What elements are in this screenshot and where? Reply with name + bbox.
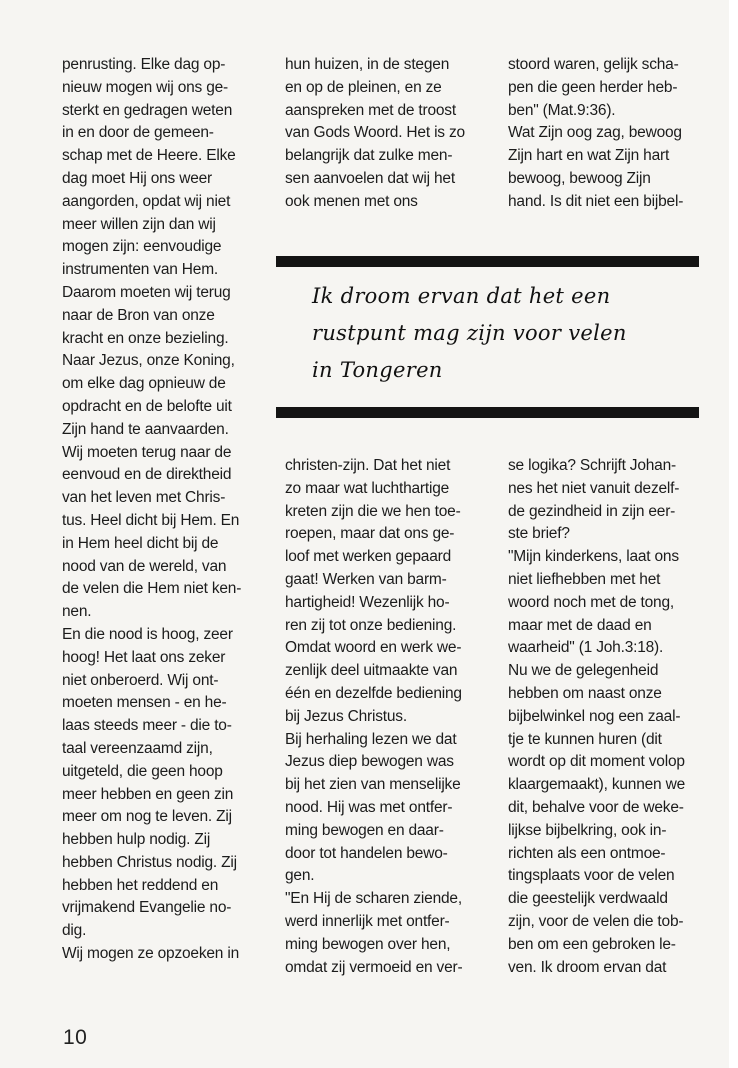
text-line: meer om nog te leven. Zij	[62, 808, 232, 826]
text-line: nood van de wereld, van	[62, 557, 227, 575]
pullquote-top-rule	[276, 256, 699, 267]
text-line: nen.	[62, 603, 92, 621]
text-line: loof met werken gepaard	[285, 548, 451, 566]
text-line: woord noch met de tong,	[508, 593, 675, 611]
text-line: roepen, maar dat ons ge-	[285, 525, 455, 543]
text-line: klaargemaakt), kunnen we	[508, 776, 685, 794]
text-line: dig.	[62, 922, 87, 940]
text-line: kracht en onze bezieling.	[62, 329, 229, 347]
pullquote-bottom-rule	[276, 407, 699, 418]
text-line: omdat zij vermoeid en ver-	[285, 958, 463, 976]
text-line: ben" (Mat.9:36).	[508, 101, 616, 119]
text-line: één en dezelfde bediening	[285, 684, 462, 702]
text-line: nood. Hij was met ontfer-	[285, 798, 453, 816]
text-line: vrijmakend Evangelie no-	[62, 899, 232, 917]
text-line: lijkse bijbelkring, ook in-	[508, 821, 667, 839]
text-line: Naar Jezus, onze Koning,	[62, 352, 235, 370]
text-line: taal vereenzaamd zijn,	[62, 739, 213, 757]
text-line: zo maar wat luchthartige	[285, 479, 450, 497]
text-line: om elke dag opnieuw de	[62, 375, 226, 393]
text-line: Wij mogen ze opzoeken in	[62, 945, 239, 963]
text-column-middle-bottom	[285, 455, 485, 979]
text-line: tus. Heel dicht bij Hem. En	[62, 511, 240, 529]
text-line: naar de Bron van onze	[62, 306, 215, 324]
text-line: stoord waren, gelijk scha-	[508, 56, 679, 73]
text-line: laas steeds meer - die to-	[62, 717, 232, 735]
text-line: en op de pleinen, en ze	[285, 78, 442, 96]
text-line: hebben hulp nodig. Zij	[62, 831, 211, 849]
pullquote-line: rustpunt mag zijn voor velen	[312, 321, 627, 345]
text-line: meer willen zijn dan wij	[62, 215, 216, 233]
text-line: niet onberoerd. Wij ont-	[62, 671, 219, 689]
text-line: ben om een gebroken le-	[508, 935, 676, 953]
text-line: eenvoud en de direktheid	[62, 466, 232, 484]
text-column-middle-top	[285, 54, 485, 214]
text-line: opdracht en de belofte uit	[62, 397, 232, 415]
text-line: maar met de daad en	[508, 616, 652, 634]
page-number: 10	[63, 1026, 88, 1049]
text-line: instrumenten van Hem.	[62, 261, 219, 279]
text-line: gen.	[285, 867, 315, 885]
text-line: waarheid" (1 Joh.3:18).	[508, 639, 664, 657]
text-line: niet liefhebben met het	[508, 570, 661, 588]
text-line: ren zij tot onze bediening.	[285, 616, 457, 634]
text-line: dag moet Hij ons weer	[62, 169, 213, 187]
text-line: in Hem heel dicht bij de	[62, 534, 219, 552]
text-line: tje te kunnen huren (dit	[508, 730, 662, 748]
text-line: Jezus diep bewogen was	[285, 753, 454, 771]
text-line: hun huizen, in de stegen	[285, 56, 450, 73]
text-line: Wij moeten terug naar de	[62, 443, 232, 461]
text-line: Omdat woord en werk we-	[285, 639, 462, 657]
text-line: ming bewogen en daar-	[285, 821, 444, 839]
text-line: aanspreken met de troost	[285, 101, 456, 119]
text-line: ven. Ik droom ervan dat	[508, 958, 667, 976]
text-line: Bij herhaling lezen we dat	[285, 730, 457, 748]
text-line: sen aanvoelen dat wij het	[285, 169, 455, 187]
text-line: door tot handelen bewo-	[285, 844, 448, 862]
text-line: hebben het reddend en	[62, 876, 219, 894]
text-line: richten als een ontmoe-	[508, 844, 666, 862]
text-line: hartigheid! Wezenlijk ho-	[285, 593, 450, 611]
text-line: "Mijn kinderkens, laat ons	[508, 548, 679, 566]
pullquote	[312, 278, 702, 389]
text-line: Nu we de gelegenheid	[508, 662, 659, 680]
text-line: hand. Is dit niet een bijbel-	[508, 192, 684, 210]
text-line: nieuw mogen wij ons ge-	[62, 78, 228, 96]
text-line: kreten zijn die we hen toe-	[285, 502, 461, 520]
text-line: Wat Zijn oog zag, bewoog	[508, 124, 682, 142]
text-line: ste brief?	[508, 525, 570, 543]
text-column-right-top	[508, 54, 708, 214]
text-line: werd innerlijk met ontfer-	[285, 912, 450, 930]
text-line: wordt op dit moment volop	[508, 753, 685, 771]
text-column-left	[62, 54, 262, 966]
text-line: hebben om naast onze	[508, 684, 662, 702]
pullquote-line: in Tongeren	[312, 358, 443, 382]
text-line: aangorden, opdat wij niet	[62, 192, 231, 210]
text-line: bij Jezus Christus.	[285, 707, 407, 725]
text-line: zenlijk deel uitmaakte van	[285, 662, 458, 680]
text-line: se logika? Schrijft Johan-	[508, 457, 676, 474]
text-line: pen die geen herder heb-	[508, 78, 678, 96]
text-line: Daarom moeten wij terug	[62, 283, 231, 301]
text-line: meer hebben en geen zin	[62, 785, 234, 803]
text-line: ming bewogen over hen,	[285, 935, 451, 953]
text-line: bewoog, bewoog Zijn	[508, 169, 651, 187]
text-line: "En Hij de scharen ziende,	[285, 890, 462, 908]
text-line: in en door de gemeen-	[62, 124, 214, 142]
text-line: bijbelwinkel nog een zaal-	[508, 707, 681, 725]
text-line: bij het zien van menselijke	[285, 776, 461, 794]
text-line: die geestelijk verdwaald	[508, 890, 668, 908]
text-line: nes het niet vanuit dezelf-	[508, 479, 680, 497]
text-line: tingsplaats voor de velen	[508, 867, 675, 885]
text-column-right-bottom	[508, 455, 708, 979]
pullquote-line: Ik droom ervan dat het een	[312, 284, 611, 308]
page-edge-margin	[729, 0, 738, 1068]
text-line: zijn, voor de velen die tob-	[508, 912, 684, 930]
text-line: de velen die Hem niet ken-	[62, 580, 242, 598]
text-line: Zijn hart en wat Zijn hart	[508, 147, 670, 165]
text-line: gaat! Werken van barm-	[285, 570, 447, 588]
text-line: de gezindheid in zijn eer-	[508, 502, 676, 520]
text-line: penrusting. Elke dag op-	[62, 56, 226, 73]
text-line: belangrijk dat zulke men-	[285, 147, 453, 165]
text-line: Zijn hand te aanvaarden.	[62, 420, 229, 438]
text-line: van Gods Woord. Het is zo	[285, 124, 465, 142]
text-line: En die nood is hoog, zeer	[62, 625, 233, 643]
text-line: hebben Christus nodig. Zij	[62, 853, 237, 871]
text-line: sterkt en gedragen weten	[62, 101, 233, 119]
text-line: christen-zijn. Dat het niet	[285, 457, 451, 474]
text-line: hoog! Het laat ons zeker	[62, 648, 226, 666]
text-line: uitgeteld, die geen hoop	[62, 762, 223, 780]
text-line: mogen zijn: eenvoudige	[62, 238, 222, 256]
text-line: dit, behalve voor de weke-	[508, 798, 684, 816]
text-line: schap met de Heere. Elke	[62, 147, 236, 165]
text-line: ook menen met ons	[285, 192, 418, 210]
text-line: moeten mensen - en he-	[62, 694, 227, 712]
text-line: van het leven met Chris-	[62, 489, 226, 507]
